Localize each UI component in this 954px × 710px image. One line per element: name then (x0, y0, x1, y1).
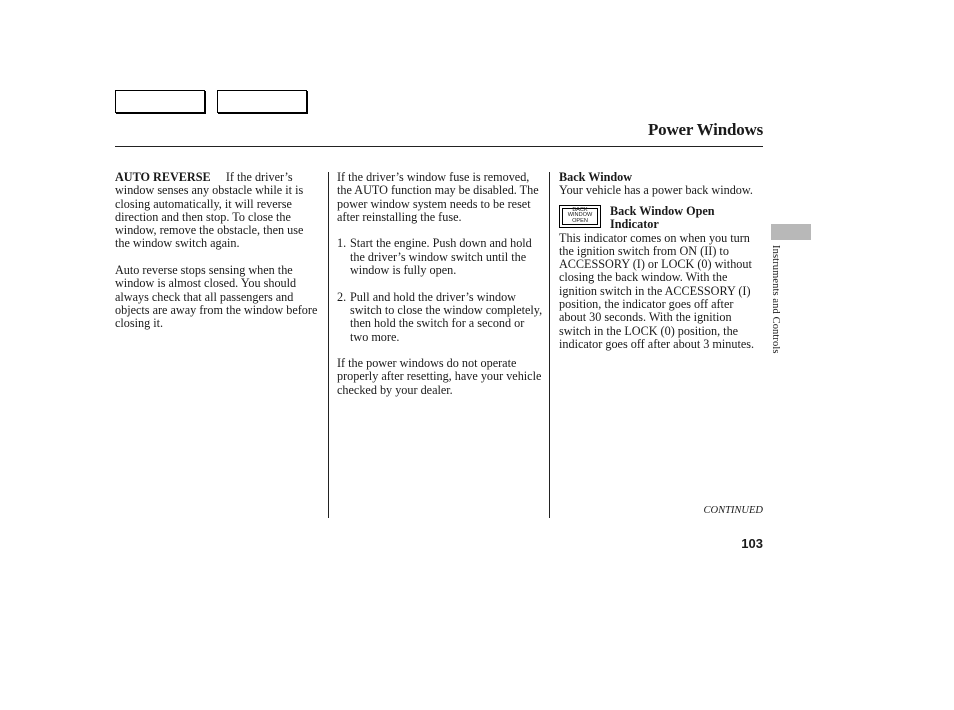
indicator-heading-line: Back Window Open (610, 203, 715, 218)
page-title: Power Windows (647, 120, 763, 139)
section-label: Instruments and Controls (770, 245, 781, 354)
indicator-heading (610, 205, 715, 232)
step-text: Start the engine. Push down and hold the driver’s window switch until the window is fully open. (350, 236, 532, 278)
step-number: 1. (337, 236, 347, 251)
column-divider (328, 172, 329, 518)
column-back-window (559, 171, 763, 351)
column-fuse-reset (337, 171, 543, 397)
step-2 (337, 291, 543, 344)
auto-reverse-text: If the driver’s window senses any obstacle while it is closing automatically, it will reverse direction and then stop. To close the window, remove the obstacle, then use the window switch again. (115, 170, 304, 251)
auto-reverse-paragraph (115, 171, 321, 251)
auto-reverse-note: Auto reverse stops sensing when the window is almost closed. You should always check that all passengers and objects are away from the window before closing it. (115, 263, 318, 331)
step-number: 2. (337, 289, 347, 304)
indicator-icon-line: OPEN (572, 217, 588, 224)
back-window-heading: Back Window (559, 170, 633, 184)
header-rule (115, 146, 763, 147)
column-divider (549, 172, 550, 518)
indicator-heading-line: Indicator (610, 216, 659, 231)
page-number: 103 (741, 536, 763, 551)
indicator-header (559, 205, 763, 232)
indicator-description: This indicator comes on when you turn the ignition switch from ON (II) to ACCESSORY (I) or LOCK (0) without closing the back window. With the ignition switch in the ACCESSORY (I) position, the indicator goes off after about 30 seconds. With the ignition switch in the LOCK (0) position, the indicator goes off after about 3 minutes. (559, 230, 755, 351)
continued-label: CONTINUED (703, 505, 763, 516)
back-window-open-indicator-icon (559, 205, 601, 228)
previous-page-button[interactable] (115, 90, 205, 113)
next-page-button[interactable] (217, 90, 307, 113)
dealer-paragraph: If the power windows do not operate properly after resetting, have your vehicle checked by your dealer. (337, 356, 542, 397)
indicator-icon-line: BACK (572, 207, 588, 214)
indicator-icon-line: WINDOW (567, 212, 593, 219)
auto-reverse-heading: AUTO REVERSE (115, 170, 211, 184)
section-tab[interactable] (771, 224, 811, 240)
column-auto-reverse (115, 171, 321, 331)
step-text: Pull and hold the driver’s window switch to close the window completely, then hold the switch for a second or two more. (350, 289, 543, 344)
step-1 (337, 237, 543, 277)
back-window-intro: Your vehicle has a power back window. (559, 183, 753, 198)
fuse-paragraph: If the driver’s window fuse is removed, the AUTO function may be disabled. The power window system needs to be reset after reinstalling the fuse. (337, 170, 539, 224)
